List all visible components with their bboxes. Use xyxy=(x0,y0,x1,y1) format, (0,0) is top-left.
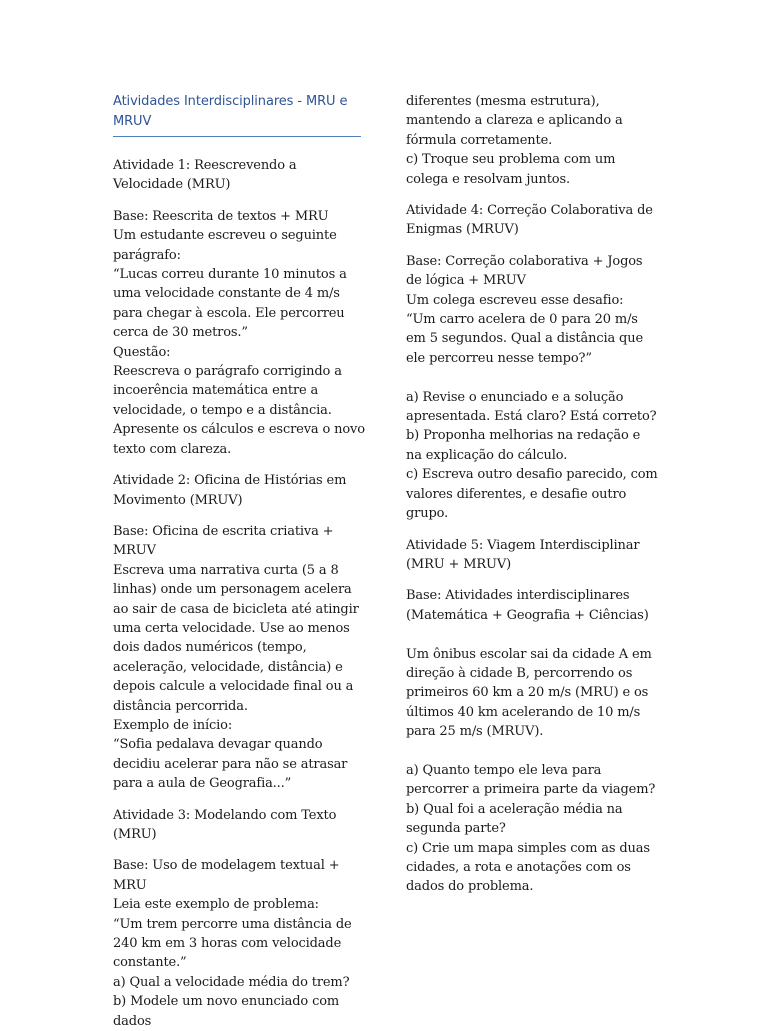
activity-5-items xyxy=(406,761,660,897)
activity-5-heading: Atividade 5: Viagem Interdisciplinar (MRU + MRUV) xyxy=(406,537,640,572)
paragraph-line: Leia este exemplo de problema: xyxy=(113,897,319,913)
document-title: Atividades Interdisciplinares - MRU e MRUV xyxy=(113,94,348,129)
activity-3-continuation xyxy=(406,92,660,189)
paragraph-line: Base: Reescrita de textos + MRU xyxy=(113,208,329,224)
activity-4-heading: Atividade 4: Correção Colaborativa de Enigmas (MRUV) xyxy=(406,203,653,238)
blank-line xyxy=(406,625,660,644)
activity-2-body xyxy=(113,522,365,794)
paragraph-line: diferentes (mesma estrutura), mantendo a clareza e aplicando a fórmula corretamente. xyxy=(406,94,623,148)
blank-line xyxy=(406,742,660,761)
title-underline xyxy=(113,136,361,137)
activity-5-problem: Um ônibus escolar sai da cidade A em direção à cidade B, percorrendo os primeiros 60 km a 20 m/s (MRU) e os últimos 40 km acelerando de 10 m/s para 25 m/s (MRUV). xyxy=(406,646,652,740)
activity-4-body xyxy=(406,252,660,368)
activity-1-heading: Atividade 1: Reescrevendo a Velocidade (MRU) xyxy=(113,158,297,193)
list-item: a) Revise o enunciado e a solução apresentada. Está claro? Está correto? xyxy=(406,389,657,425)
activity-3-body xyxy=(113,856,365,1031)
list-item: b) Qual foi a aceleração média na segunda parte? xyxy=(406,801,623,837)
paragraph-line: Base: Uso de modelagem textual + MRU xyxy=(113,858,340,893)
paragraph-line: Reescreva o parágrafo corrigindo a incoerência matemática entre a velocidade, o tempo e a distância. Apresente os cálculos e escreva o novo texto com clareza. xyxy=(113,364,365,457)
list-item: a) Quanto tempo ele leva para percorrer a primeira parte da viagem? xyxy=(406,762,656,798)
activity-4-items xyxy=(406,388,660,524)
left-column xyxy=(113,0,365,1031)
paragraph-line: Questão: xyxy=(113,344,171,360)
activity-2-heading: Atividade 2: Oficina de Histórias em Movimento (MRUV) xyxy=(113,473,347,508)
paragraph-line: Um colega escreveu esse desafio: xyxy=(406,292,624,308)
paragraph-line: Base: Oficina de escrita criativa + MRUV xyxy=(113,523,334,559)
activity-5-base: Base: Atividades interdisciplinares (Matemática + Geografia + Ciências) xyxy=(406,588,649,623)
paragraph-line: Escreva uma narrativa curta (5 a 8 linhas) onde um personagem acelera ao sair de casa de bicicleta até atingir uma certa velocidade. Use ao menos dois dados numéricos (tempo, aceleração, velocidade, distância) e depois calcule a velocidade final ou a distância percorrida. xyxy=(113,562,359,714)
list-item: c) Crie um mapa simples com as duas cidades, a rota e anotações com os dados do problema. xyxy=(406,840,650,895)
paragraph-line: Base: Correção colaborativa + Jogos de lógica + MRUV xyxy=(406,253,643,289)
activity-3-heading: Atividade 3: Modelando com Texto (MRU) xyxy=(113,807,337,842)
paragraph-line: “Sofia pedalava devagar quando decidiu acelerar para não se atrasar para a aula de Geografia...” xyxy=(113,737,348,792)
paragraph-line: “Um trem percorre uma distância de 240 km em 3 horas com velocidade constante.” xyxy=(113,916,352,971)
list-item: b) Proponha melhorias na redação e na explicação do cálculo. xyxy=(406,428,641,463)
right-column xyxy=(406,0,660,897)
paragraph-line: “Um carro acelera de 0 para 20 m/s em 5 segundos. Qual a distância que ele percorreu nesse tempo?” xyxy=(406,312,643,366)
list-item: c) Escreva outro desafio parecido, com valores diferentes, e desafie outro grupo. xyxy=(406,467,658,522)
blank-line xyxy=(406,368,660,387)
activity-1-body xyxy=(113,207,365,459)
paragraph-line: Um estudante escreveu o seguinte parágrafo: xyxy=(113,228,337,263)
paragraph-line: a) Qual a velocidade média do trem? xyxy=(113,974,350,990)
paragraph-line: “Lucas correu durante 10 minutos a uma velocidade constante de 4 m/s para chegar à escola. Ele percorreu cerca de 30 metros.” xyxy=(113,267,347,341)
paragraph-line: Exemplo de início: xyxy=(113,717,233,733)
paragraph-line: c) Troque seu problema com um colega e resolvam juntos. xyxy=(406,152,616,187)
paragraph-line: b) Modele um novo enunciado com dados xyxy=(113,994,340,1029)
